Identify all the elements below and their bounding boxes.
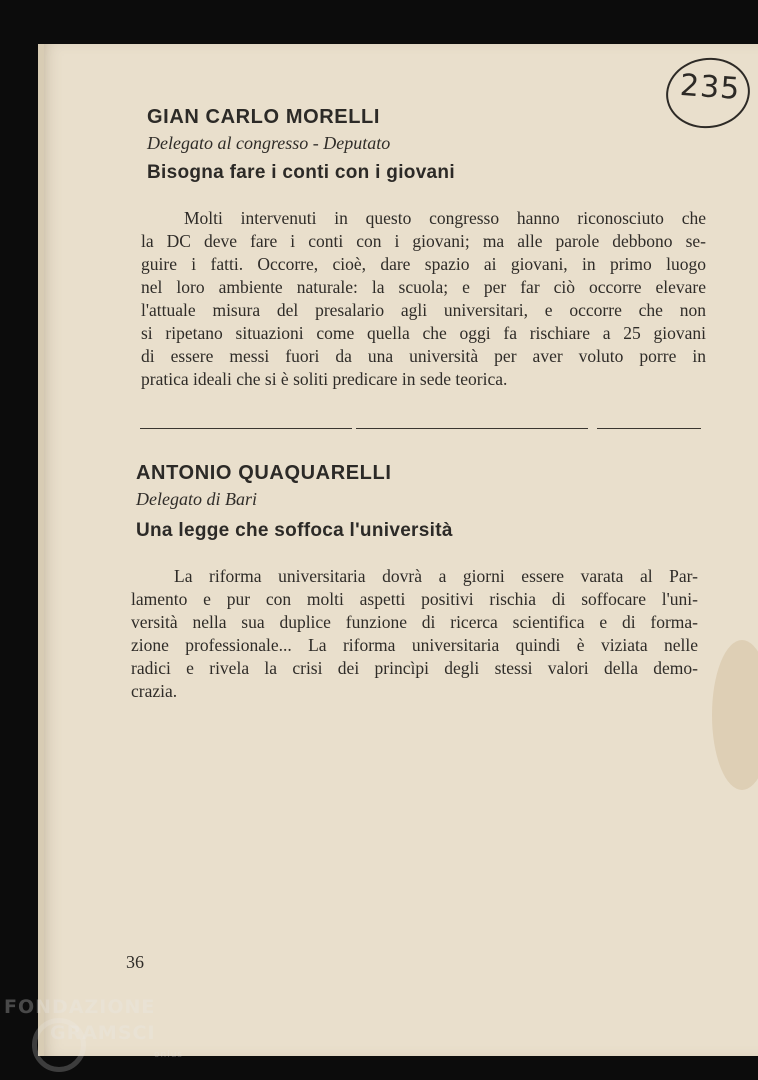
section-headline-2: Una legge che soffoca l'università [136, 520, 453, 541]
archive-number: 235 [678, 67, 742, 108]
paragraph-line: nel loro ambiente naturale: la scuola; e per far ciò occorre elevare [141, 277, 706, 297]
paragraph-line: lamento e pur con molti aspetti positivi rischia di soffocare l'uni- [131, 589, 698, 609]
paragraph-line: zione professionale... La riforma universitaria quindi è viziata nelle [131, 635, 698, 655]
page-edge [38, 44, 44, 1056]
author-role-2: Delegato di Bari [136, 489, 257, 509]
author-role-1: Delegato al congresso - Deputato [147, 133, 391, 153]
watermark [4, 996, 184, 1060]
page-number: 36 [126, 952, 144, 972]
paragraph-line: versità nella sua duplice funzione di ricerca scientifica e di forma- [131, 612, 698, 632]
separator-rule [356, 428, 588, 429]
paragraph-line: di essere messi fuori da una università per aver voluto porre in [141, 346, 706, 366]
section-headline-1: Bisogna fare i conti con i giovani [147, 162, 455, 183]
watermark-line-2: GRAMSCI [50, 1022, 156, 1044]
paragraph-line: l'attuale misura del presalario agli universitari, e occorre che non [141, 300, 706, 320]
author-name-1: GIAN CARLO MORELLI [147, 106, 381, 128]
separator-rule [597, 428, 701, 429]
paragraph-line: la DC deve fare i conti con i giovani; ma alle parole debbono se- [141, 231, 706, 251]
paragraph-line: guire i fatti. Occorre, cioè, dare spazio ai giovani, in primo luogo [141, 254, 706, 274]
document-page [38, 44, 758, 1056]
paragraph-line: si ripetano situazioni come quella che oggi fa rischiare a 25 giovani [141, 323, 706, 343]
watermark-line-3: onlus [154, 1050, 184, 1060]
separator-rule [140, 428, 352, 429]
paragraph-line: crazia. [131, 681, 178, 701]
paragraph-line: Molti intervenuti in questo congresso hanno riconosciuto che [184, 208, 706, 228]
paragraph-line: La riforma universitaria dovrà a giorni essere varata al Par- [174, 566, 698, 586]
paragraph-line: radici e rivela la crisi dei princìpi degli stessi valori della demo- [131, 658, 698, 678]
paragraph-line: pratica ideali che si è soliti predicare in sede teorica. [141, 369, 508, 389]
author-name-2: ANTONIO QUAQUARELLI [136, 462, 392, 484]
watermark-line-1: FONDAZIONE [4, 996, 156, 1018]
